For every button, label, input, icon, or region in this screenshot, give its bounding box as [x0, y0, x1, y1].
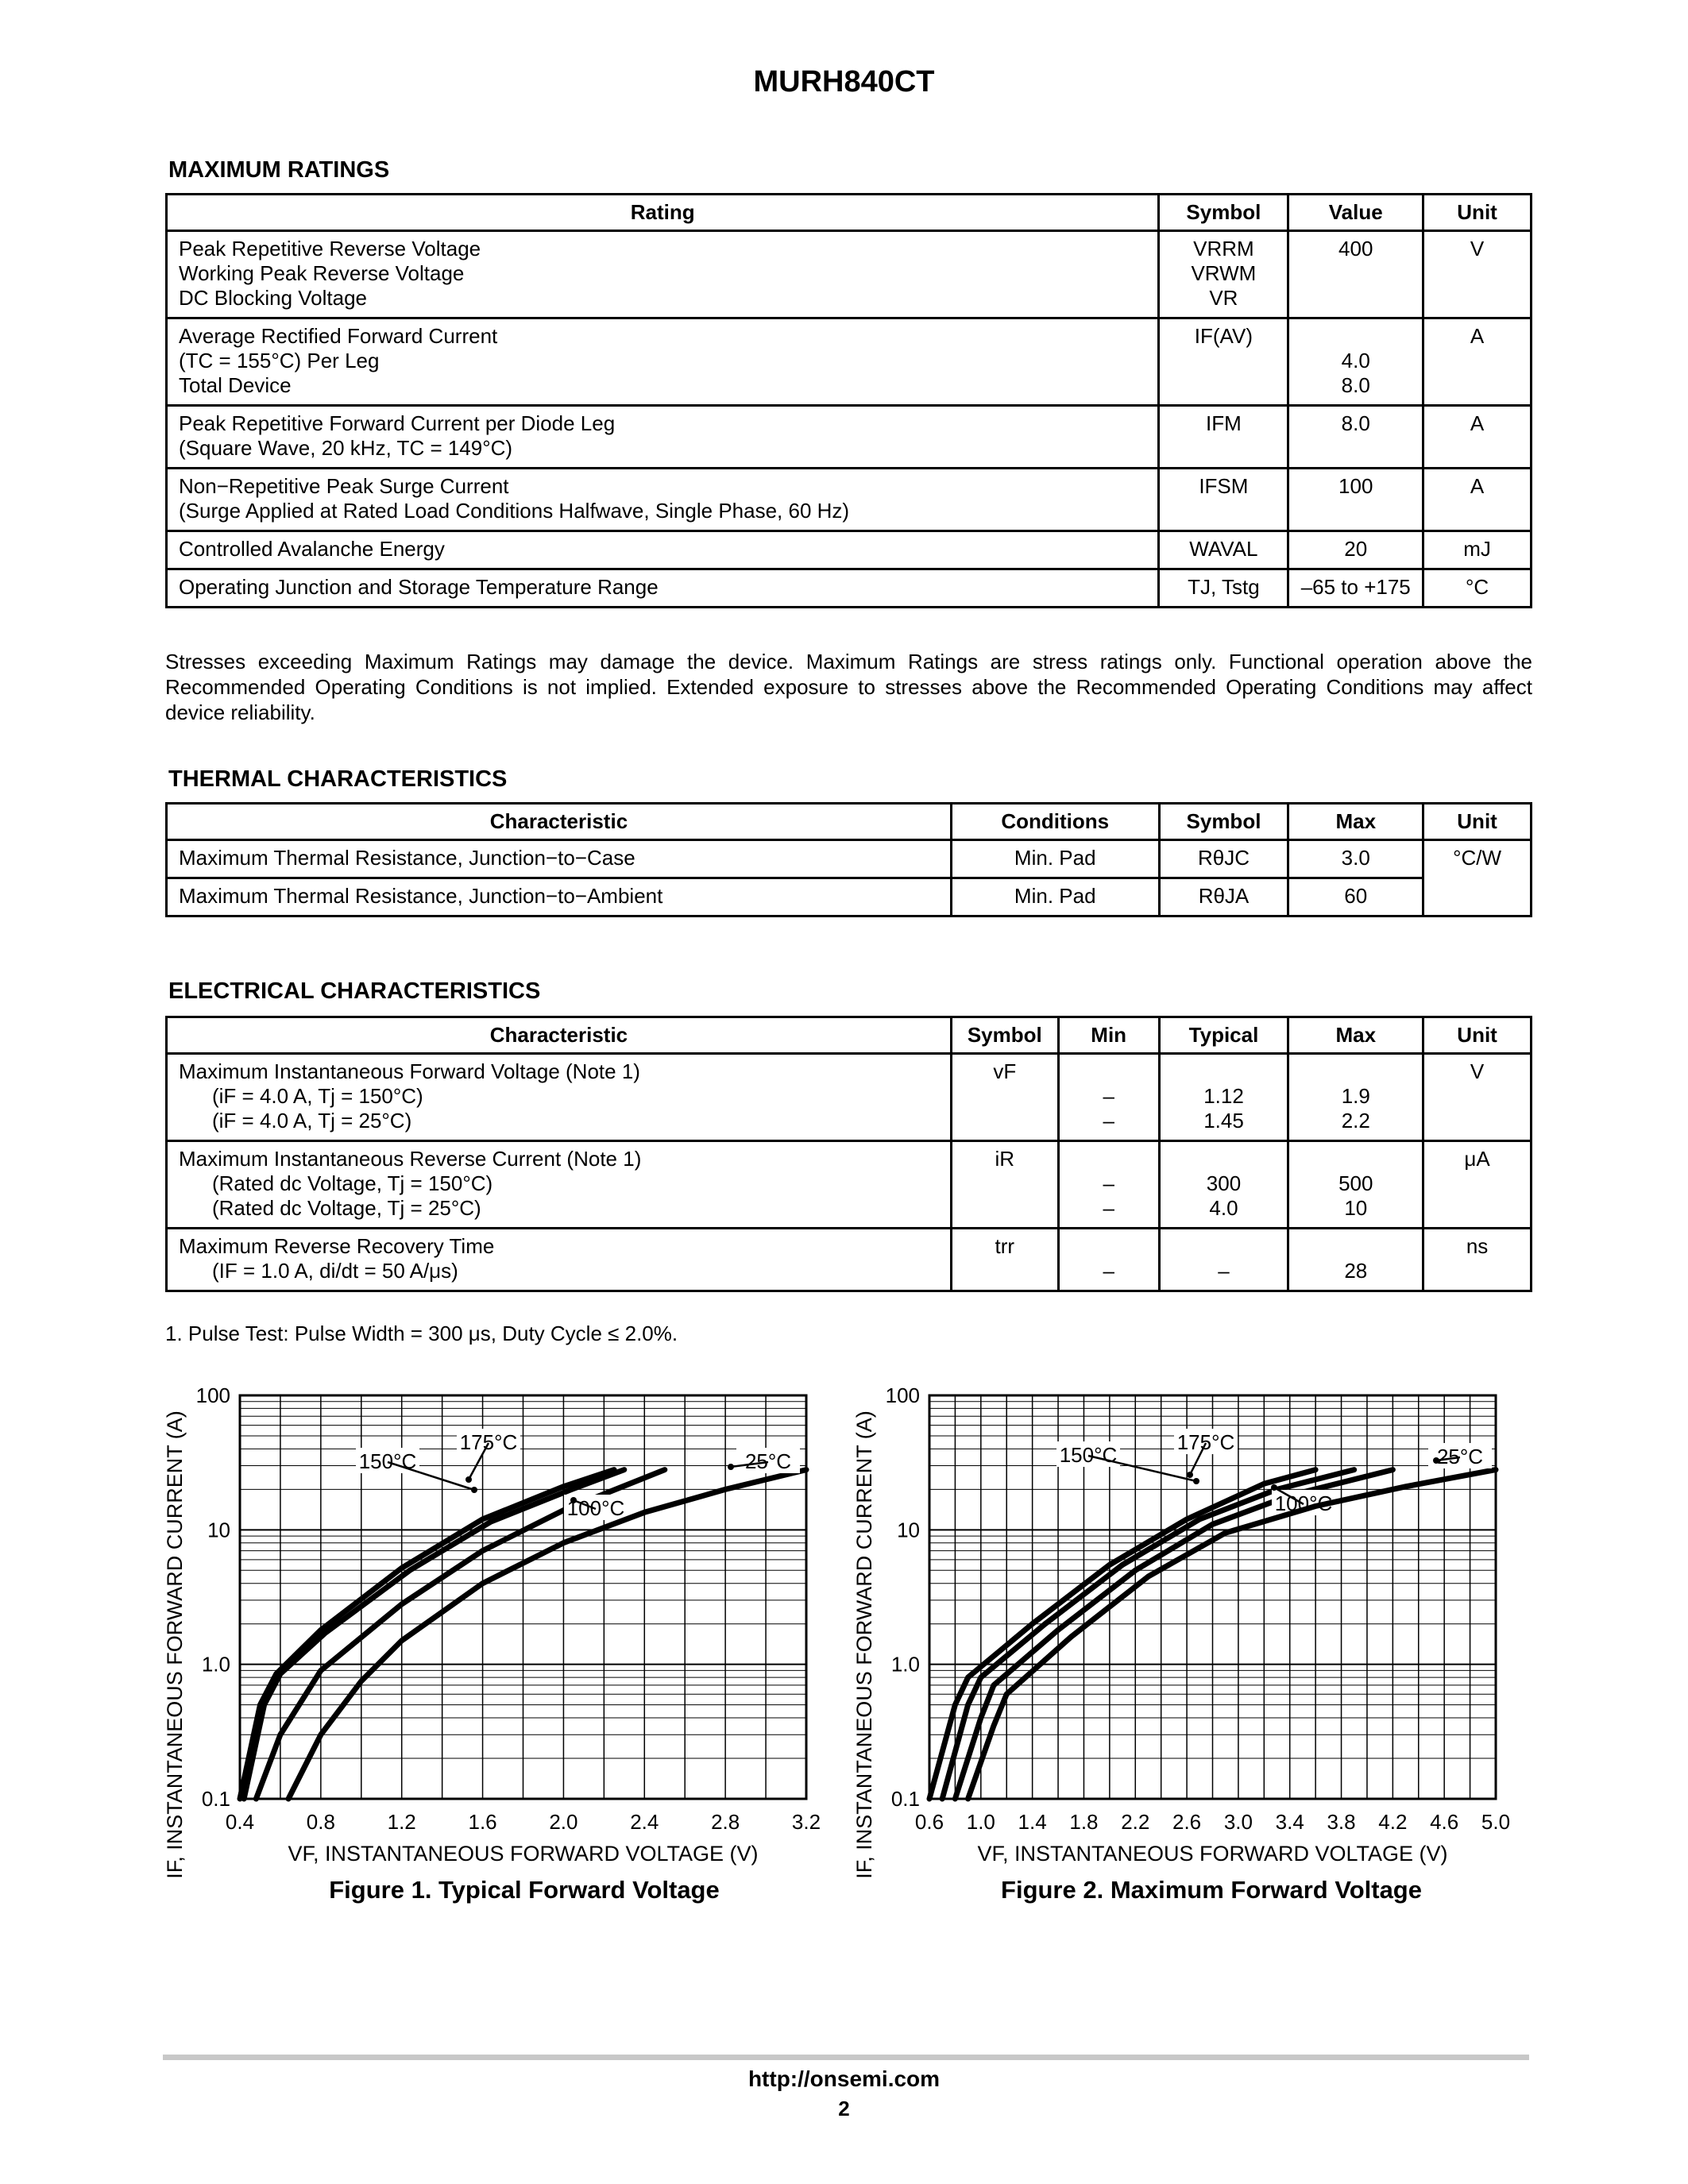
char-text: Maximum Thermal Resistance, Junction−to−Ambient — [167, 878, 952, 916]
table-header-row — [167, 1017, 1532, 1054]
table-row — [167, 840, 1532, 878]
max-text: 60 — [1288, 878, 1423, 916]
table-row — [167, 1141, 1532, 1229]
col-header: Characteristic — [167, 804, 952, 840]
max-text: 10 — [1344, 1196, 1368, 1220]
table-row — [167, 231, 1532, 318]
y-tick-label: 100 — [195, 1386, 230, 1407]
rating-text: Total Device — [179, 373, 292, 397]
min-text — [1071, 1059, 1147, 1084]
typ-text: 1.12 — [1203, 1084, 1244, 1108]
symbol-text: trr — [951, 1229, 1058, 1291]
series-label-arrowhead — [1271, 1484, 1277, 1491]
footer-url[interactable]: http://onsemi.com — [747, 2066, 941, 2091]
page-number: 2 — [838, 2097, 850, 2120]
electrical-footnote: 1. Pulse Test: Pulse Width = 300 μs, Duty Cycle ≤ 2.0%. — [165, 1322, 678, 1345]
symbol-text: IFSM — [1199, 474, 1249, 498]
value-text — [1300, 324, 1411, 349]
unit-text: V — [1423, 1054, 1532, 1141]
col-header: Symbol — [1159, 804, 1288, 840]
y-tick-label: 10 — [207, 1518, 230, 1542]
unit-text: mJ — [1423, 531, 1532, 569]
min-text: – — [1103, 1171, 1114, 1195]
col-header: Value — [1288, 195, 1423, 231]
max-text: 1.9 — [1341, 1084, 1370, 1108]
max-ratings-table — [165, 193, 1532, 608]
x-tick-label: 1.0 — [966, 1810, 995, 1834]
x-tick-label: 3.8 — [1327, 1810, 1356, 1834]
y-tick-label: 0.1 — [890, 1787, 920, 1811]
symbol-text: IFM — [1206, 411, 1242, 435]
symbol-text: VRRM — [1193, 237, 1254, 260]
max-text — [1300, 1234, 1411, 1259]
unit-text: μA — [1423, 1141, 1532, 1229]
col-header: Max — [1288, 1017, 1423, 1054]
table-row — [167, 406, 1532, 469]
col-header: Symbol — [951, 1017, 1058, 1054]
y-tick-label: 100 — [885, 1386, 920, 1407]
rating-text: Controlled Avalanche Energy — [179, 537, 445, 561]
typ-text: – — [1218, 1259, 1230, 1283]
typ-text: 4.0 — [1209, 1196, 1238, 1220]
char-text: (Rated dc Voltage, Tj = 150°C) — [212, 1171, 493, 1195]
table-row — [167, 318, 1532, 406]
series-label: 150°C — [1059, 1443, 1118, 1467]
series-label-arrowhead — [1187, 1472, 1193, 1478]
char-text: Maximum Instantaneous Forward Voltage (Note 1) — [179, 1059, 640, 1083]
unit-text: A — [1423, 469, 1532, 531]
col-header: Typical — [1159, 1017, 1288, 1054]
series-label: 25°C — [744, 1449, 792, 1473]
rating-text: (TC = 155°C) Per Leg — [179, 349, 380, 372]
max-ratings-heading: MAXIMUM RATINGS — [168, 157, 390, 183]
thermal-heading: THERMAL CHARACTERISTICS — [168, 766, 508, 792]
series-label: 100°C — [566, 1496, 625, 1520]
typ-text — [1172, 1059, 1277, 1084]
x-tick-label: 4.2 — [1378, 1810, 1408, 1834]
page-title: MURH840CT — [753, 65, 935, 98]
x-tick-label: 2.0 — [549, 1810, 578, 1834]
rating-text: (Surge Applied at Rated Load Conditions Halfwave, Single Phase, 60 Hz) — [179, 499, 850, 523]
min-text: – — [1103, 1109, 1114, 1133]
series-label: 175°C — [1176, 1430, 1235, 1454]
col-header: Rating — [167, 195, 1159, 231]
series-line — [942, 1470, 1354, 1799]
x-tick-label: 2.6 — [1172, 1810, 1202, 1834]
col-header: Symbol — [1159, 195, 1288, 231]
table-row — [167, 531, 1532, 569]
series-label: 100°C — [1274, 1491, 1333, 1515]
unit-text: °C/W — [1423, 840, 1532, 916]
series-label-arrowhead — [471, 1487, 477, 1493]
x-tick-label: 3.0 — [1223, 1810, 1253, 1834]
chart-grid — [240, 1395, 806, 1799]
col-header: Unit — [1423, 804, 1532, 840]
table-header-row — [167, 195, 1532, 231]
max-ratings-note: Stresses exceeding Maximum Ratings may damage the device. Maximum Ratings are stress ratings only. Functional operation above the Recommended Operating Conditions is not implied. Extended exposure to stresses above the Recommended Operating Conditions may affect device reliability. — [165, 650, 1532, 724]
min-text: – — [1103, 1196, 1114, 1220]
cond-text: Min. Pad — [951, 878, 1159, 916]
symbol-text: VR — [1209, 286, 1238, 310]
typ-text — [1172, 1234, 1277, 1259]
series-line — [240, 1470, 614, 1799]
table-row — [167, 1229, 1532, 1291]
symbol-text: IF(AV) — [1194, 324, 1253, 348]
x-axis-label: VF, INSTANTANEOUS FORWARD VOLTAGE (V) — [288, 1842, 759, 1866]
char-text: Maximum Reverse Recovery Time — [179, 1234, 495, 1258]
rating-text: (Square Wave, 20 kHz, TC = 149°C) — [179, 436, 513, 460]
x-tick-label: 2.2 — [1121, 1810, 1150, 1834]
col-header: Characteristic — [167, 1017, 952, 1054]
col-header: Conditions — [951, 804, 1159, 840]
y-tick-label: 1.0 — [890, 1652, 920, 1677]
x-tick-label: 1.2 — [387, 1810, 416, 1834]
figure-2-chart — [844, 1386, 1535, 1894]
unit-text: A — [1423, 318, 1532, 406]
char-text: (iF = 4.0 A, Tj = 150°C) — [212, 1084, 423, 1108]
max-text — [1300, 1059, 1411, 1084]
symbol-text: RθJC — [1159, 840, 1288, 878]
rating-text: DC Blocking Voltage — [179, 286, 368, 310]
series-label-arrowhead — [465, 1476, 472, 1483]
cond-text: Min. Pad — [951, 840, 1159, 878]
symbol-text: vF — [951, 1054, 1058, 1141]
x-tick-label: 3.4 — [1275, 1810, 1304, 1834]
char-text: (IF = 1.0 A, di/dt = 50 A/μs) — [212, 1259, 458, 1283]
rating-text: Non−Repetitive Peak Surge Current — [179, 474, 509, 498]
symbol-text: TJ, Tstg — [1188, 575, 1260, 599]
footer-divider — [163, 2055, 1529, 2060]
value-text: –65 to +175 — [1300, 575, 1411, 599]
table-row — [167, 1054, 1532, 1141]
value-text: 20 — [1344, 537, 1368, 561]
x-axis-label: VF, INSTANTANEOUS FORWARD VOLTAGE (V) — [977, 1842, 1448, 1866]
unit-text: °C — [1423, 569, 1532, 608]
x-tick-label: 1.4 — [1018, 1810, 1047, 1834]
col-header: Unit — [1423, 1017, 1532, 1054]
y-tick-label: 1.0 — [201, 1652, 230, 1677]
rating-text: Operating Junction and Storage Temperature Range — [179, 575, 659, 599]
char-text: (iF = 4.0 A, Tj = 25°C) — [212, 1109, 412, 1133]
series-label: 25°C — [1436, 1445, 1484, 1468]
x-tick-label: 0.6 — [914, 1810, 944, 1834]
max-text: 28 — [1344, 1259, 1368, 1283]
x-tick-label: 3.2 — [791, 1810, 821, 1834]
series-label-arrowhead — [1193, 1478, 1199, 1484]
col-header: Max — [1288, 804, 1423, 840]
y-tick-label: 0.1 — [201, 1787, 230, 1811]
x-tick-label: 4.6 — [1430, 1810, 1459, 1834]
figure-2-caption: Figure 2. Maximum Forward Voltage — [1001, 1876, 1422, 1904]
y-axis-label: IF, INSTANTANEOUS FORWARD CURRENT (A) — [852, 1410, 876, 1879]
unit-text: A — [1423, 406, 1532, 469]
min-text: – — [1103, 1084, 1114, 1108]
value-text: 400 — [1338, 237, 1373, 260]
series-label: 175°C — [459, 1430, 518, 1454]
figure-1-chart — [155, 1386, 846, 1894]
value-text: 8.0 — [1341, 373, 1370, 397]
x-tick-label: 2.4 — [630, 1810, 659, 1834]
symbol-text: iR — [951, 1141, 1058, 1229]
figure-1-caption: Figure 1. Typical Forward Voltage — [329, 1876, 720, 1904]
table-header-row — [167, 804, 1532, 840]
x-tick-label: 0.4 — [225, 1810, 255, 1834]
min-text — [1071, 1147, 1147, 1171]
max-text: 2.2 — [1341, 1109, 1370, 1133]
value-text: 8.0 — [1341, 411, 1370, 435]
char-text: Maximum Instantaneous Reverse Current (Note 1) — [179, 1147, 642, 1171]
typ-text: 300 — [1206, 1171, 1242, 1195]
typ-text — [1172, 1147, 1277, 1171]
chart-grid — [929, 1395, 1496, 1799]
x-tick-label: 1.6 — [468, 1810, 497, 1834]
series-label-arrowhead — [728, 1464, 734, 1470]
x-tick-label: 0.8 — [306, 1810, 335, 1834]
value-text: 4.0 — [1341, 349, 1370, 372]
col-header: Unit — [1423, 195, 1532, 231]
rating-text: Working Peak Reverse Voltage — [179, 261, 465, 285]
electrical-heading: ELECTRICAL CHARACTERISTICS — [168, 978, 541, 1004]
typ-text: 1.45 — [1203, 1109, 1244, 1133]
char-text: (Rated dc Voltage, Tj = 25°C) — [212, 1196, 481, 1220]
table-row — [167, 569, 1532, 608]
x-tick-label: 1.8 — [1069, 1810, 1099, 1834]
symbol-text: VRWM — [1191, 261, 1257, 285]
max-text — [1300, 1147, 1411, 1171]
rating-text: Peak Repetitive Forward Current per Diode Leg — [179, 411, 616, 435]
min-text: – — [1103, 1259, 1114, 1283]
x-tick-label: 2.8 — [711, 1810, 740, 1834]
series-label: 150°C — [358, 1449, 417, 1473]
rating-text: Average Rectified Forward Current — [179, 324, 498, 348]
x-tick-label: 5.0 — [1481, 1810, 1511, 1834]
char-text: Maximum Thermal Resistance, Junction−to−Case — [167, 840, 952, 878]
unit-text: ns — [1423, 1229, 1532, 1291]
table-row — [167, 878, 1532, 916]
rating-text: Peak Repetitive Reverse Voltage — [179, 237, 481, 260]
electrical-table — [165, 1016, 1532, 1292]
symbol-text: RθJA — [1159, 878, 1288, 916]
thermal-table — [165, 802, 1532, 917]
min-text — [1071, 1234, 1147, 1259]
table-row — [167, 469, 1532, 531]
unit-text: V — [1423, 231, 1532, 318]
max-text: 3.0 — [1288, 840, 1423, 878]
value-text: 100 — [1338, 474, 1373, 498]
max-text: 500 — [1338, 1171, 1373, 1195]
y-tick-label: 10 — [897, 1518, 920, 1542]
col-header: Min — [1058, 1017, 1159, 1054]
y-axis-label: IF, INSTANTANEOUS FORWARD CURRENT (A) — [163, 1410, 187, 1879]
symbol-text: WAVAL — [1189, 537, 1258, 561]
